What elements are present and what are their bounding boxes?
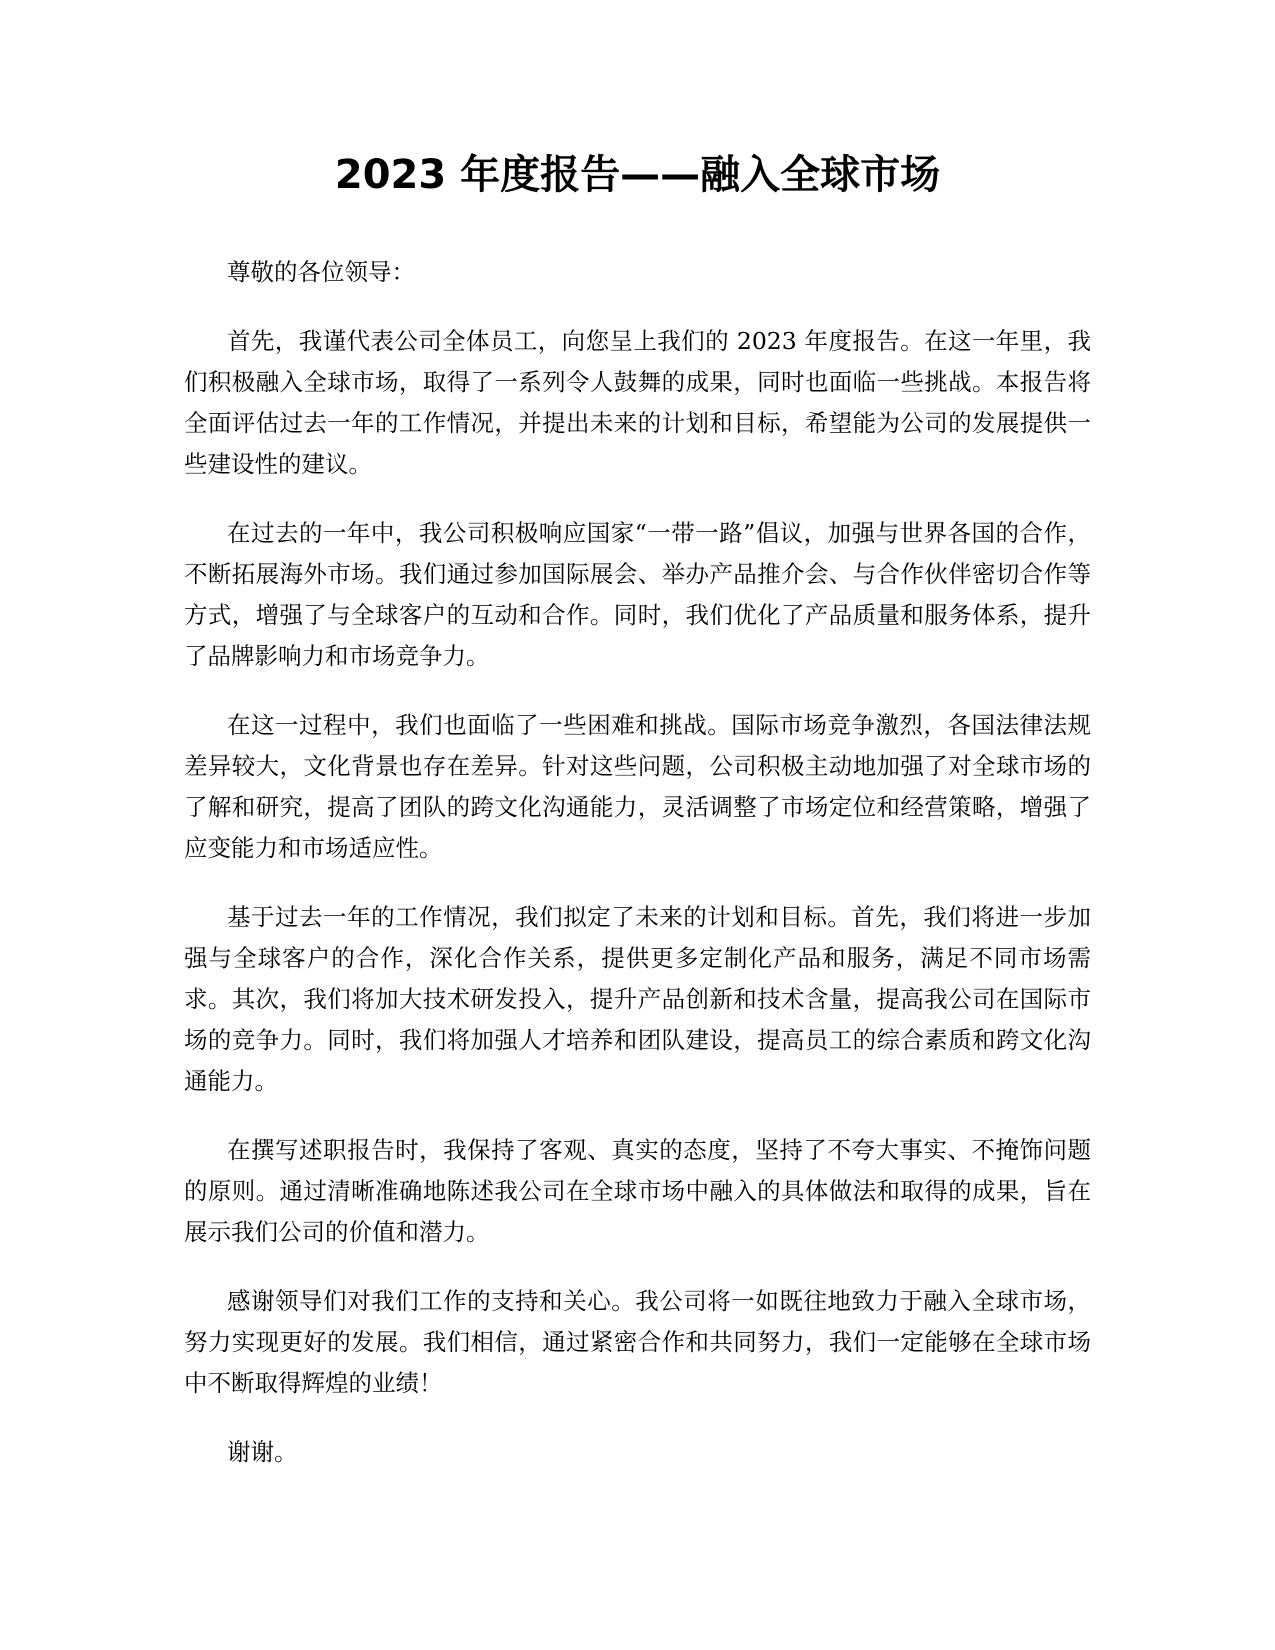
document-title: 2023 年度报告——融入全球市场 [334, 152, 941, 198]
salutation: 尊敬的各位领导： [227, 258, 415, 286]
paragraph-intro: 首先，我谨代表公司全体员工，向您呈上我们的 2023 年度报告。在这一年里，我们积极融入全球市场，取得了一系列令人鼓舞的成果，同时也面临一些挑战。本报告将全面评估过去一年的工作情况，并提出未来的计划和目标，希望能为公司的发展提供一些建设性的建议。 [184, 327, 1091, 478]
paragraph-achievements: 在过去的一年中，我公司积极响应国家“一带一路”倡议，加强与世界各国的合作，不断拓展海外市场。我们通过参加国际展会、举办产品推介会、与合作伙伴密切合作等方式，增强了与全球客户的互动和合作。同时，我们优化了产品质量和服务体系，提升了品牌影响力和市场竞争力。 [184, 519, 1091, 670]
paragraph-challenges: 在这一过程中，我们也面临了一些困难和挑战。国际市场竞争激烈，各国法律法规差异较大，文化背景也存在差异。针对这些问题，公司积极主动地加强了对全球市场的了解和研究，提高了团队的跨文化沟通能力，灵活调整了市场定位和经营策略，增强了应变能力和市场适应性。 [184, 711, 1091, 862]
paragraph-plans: 基于过去一年的工作情况，我们拟定了未来的计划和目标。首先，我们将进一步加强与全球客户的合作，深化合作关系，提供更多定制化产品和服务，满足不同市场需求。其次，我们将加大技术研发投入，提升产品创新和技术含量，提高我公司在国际市场的竞争力。同时，我们将加强人才培养和团队建设，提高员工的综合素质和跨文化沟通能力。 [184, 903, 1091, 1095]
paragraph-principles: 在撰写述职报告时，我保持了客观、真实的态度，坚持了不夸大事实、不掩饰问题的原则。通过清晰准确地陈述我公司在全球市场中融入的具体做法和取得的成果，旨在展示我们公司的价值和潜力。 [184, 1136, 1091, 1246]
paragraph-thanks: 感谢领导们对我们工作的支持和关心。我公司将一如既往地致力于融入全球市场，努力实现更好的发展。我们相信，通过紧密合作和共同努力，我们一定能够在全球市场中不断取得辉煌的业绩！ [184, 1287, 1091, 1397]
closing: 谢谢。 [227, 1438, 298, 1466]
